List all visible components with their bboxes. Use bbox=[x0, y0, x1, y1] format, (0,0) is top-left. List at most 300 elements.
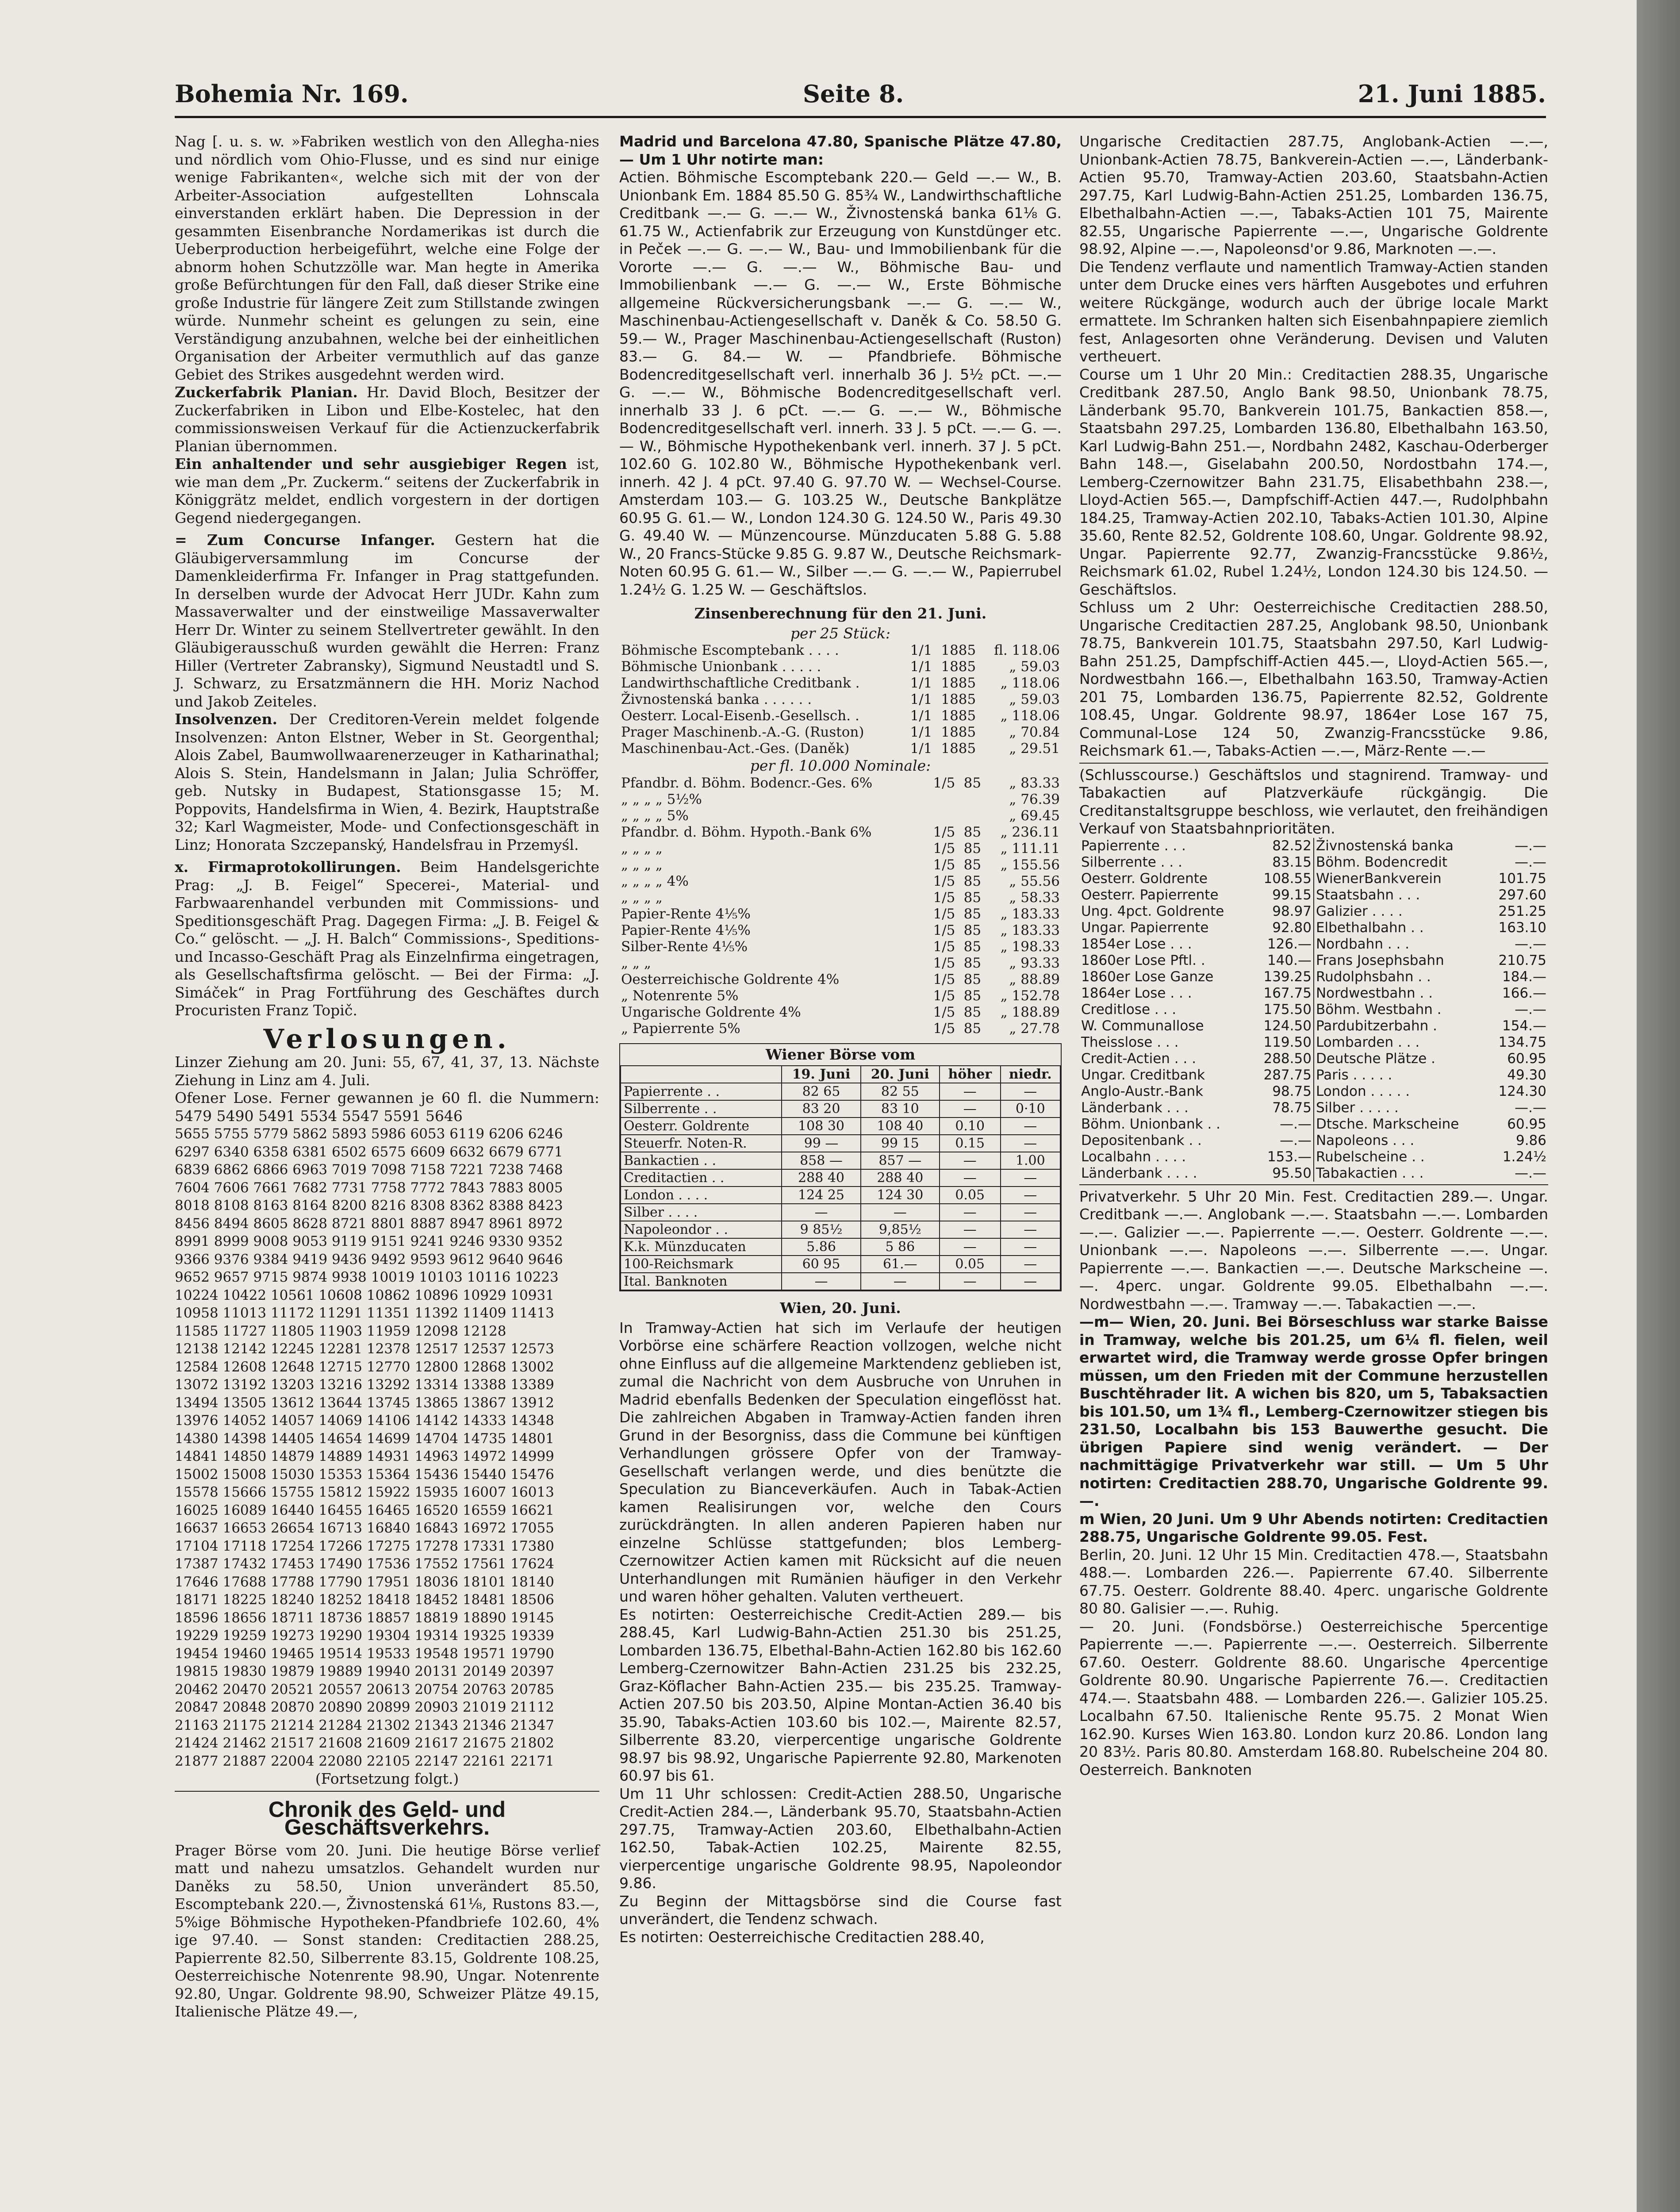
table-cell: 9,85½ bbox=[861, 1221, 940, 1238]
table-cell: 154.— bbox=[1502, 1018, 1546, 1034]
table-cell: —.— bbox=[1515, 936, 1546, 952]
table-cell: Tabakactien . . . bbox=[1314, 1165, 1487, 1182]
table-cell: 1/5 bbox=[933, 938, 955, 955]
table-cell: 1860er Lose Ganze bbox=[1081, 968, 1214, 985]
table-cell: Oesterr. Papierrente bbox=[1081, 887, 1219, 903]
lose-row: 17104 17118 17254 17266 17275 17278 17331 17380 bbox=[175, 1538, 554, 1554]
section-divider bbox=[1079, 1184, 1548, 1185]
table-cell: 85 bbox=[963, 922, 982, 938]
header-center: Seite 8. bbox=[803, 80, 904, 108]
table-cell: 1/1 bbox=[910, 741, 932, 757]
zinsen-row bbox=[619, 906, 1062, 922]
table-cell: 1/5 bbox=[933, 889, 955, 906]
table-cell: 100-Reichsmark bbox=[621, 1256, 782, 1273]
table-cell: Silber . . . . bbox=[621, 1204, 782, 1221]
table-cell: 82 65 bbox=[782, 1083, 860, 1100]
lose-row: 10224 10422 10561 10608 10862 10896 10929 10931 bbox=[175, 1287, 554, 1303]
table-cell: 167.75 bbox=[1263, 985, 1312, 1001]
price-row bbox=[1079, 1051, 1548, 1067]
regen-head: Ein anhaltender und sehr ausgiebiger Regen bbox=[175, 455, 567, 472]
table-cell: Ungar. Papierrente bbox=[1081, 919, 1209, 936]
table-cell: „ 76.39 bbox=[1009, 791, 1060, 807]
zinsen-title: Zinsenberechnung für den 21. Juni. bbox=[694, 605, 987, 622]
table-cell: W. Communallose bbox=[1081, 1018, 1204, 1034]
price-row bbox=[1079, 1034, 1548, 1051]
zinsen-row bbox=[619, 724, 1062, 741]
price-row bbox=[1079, 936, 1548, 952]
table-cell: „ „ „ bbox=[621, 955, 651, 971]
linzer-ziehung: Linzer Ziehung am 20. Juni: 55, 67, 41, 37, 13. Nächste Ziehung in Linz am 4. Juli. bbox=[175, 1053, 599, 1089]
table-cell: 78.75 bbox=[1272, 1099, 1312, 1116]
boerse-row bbox=[621, 1221, 1060, 1238]
lose-row: 8991 8999 9008 9053 9119 9151 9241 9246 9330 9352 bbox=[175, 1233, 563, 1249]
table-cell: 134.75 bbox=[1498, 1034, 1546, 1050]
boerse-row bbox=[621, 1135, 1060, 1152]
table-cell: „ 183.33 bbox=[1000, 922, 1060, 938]
lose-row: 19229 19259 19273 19290 19304 19314 19325 19339 bbox=[175, 1628, 554, 1644]
price-row bbox=[1079, 1100, 1548, 1116]
table-cell: 297.60 bbox=[1498, 887, 1546, 903]
zinsen-row bbox=[619, 791, 1062, 808]
regen-text: ist, wie man dem „Pr. Zuckerm.“ seitens der Zuckerfabrik in Königgrätz meldet, endlich vorgestern in der dortigen Gegend niedergegangen. bbox=[175, 455, 599, 526]
table-cell: WienerBankverein bbox=[1314, 871, 1487, 887]
table-cell: 1/5 bbox=[933, 922, 955, 938]
header-left: Bohemia Nr. 169. bbox=[175, 80, 409, 108]
lose-row: 14841 14850 14879 14889 14931 14963 14972 14999 bbox=[175, 1448, 554, 1464]
table-cell: „ 93.33 bbox=[1009, 955, 1060, 971]
table-cell: 0.05 bbox=[940, 1187, 1001, 1204]
concurs-head: = Zum Concurse Infanger. bbox=[175, 531, 435, 549]
zinsen-row bbox=[619, 824, 1062, 841]
table-cell: 0·10 bbox=[1001, 1100, 1060, 1118]
table-cell: —.— bbox=[1515, 854, 1546, 870]
wien-text-2: Es notirten: Oesterreichische Credit-Actien 289.— bis 288.45, Karl Ludwig-Bahn-Actien 251.30 bis 251.25, Lombarden 136.75, Elbethal-Bahn-Actien 162.80 bis 162.60 Lemberg-Czernowitzer Bahn-Actien 231.25 bis 232.25, Graz-Köflacher Bahn-Actien 235.— bis 235.25. Tramway-Actien 207.50 bis 203.50, Alpine Montan-Actien 36.40 bis 35.90, Tabaks-Actien 103.60 bis 102.—, Mairente 82.57, Silberrente 83.20, vierpercentige ungarische Goldrente 98.97 bis 98.92, Ungarische Papierrente 92.80, Markenoten 60.97 bis 61. bbox=[619, 1605, 1062, 1784]
table-cell: 175.50 bbox=[1263, 1001, 1312, 1018]
wien-text-3: Um 11 Uhr schlossen: Credit-Actien 288.50, Ungarische Credit-Actien 284.—, Länderbank 95.70, Staatsbahn-Actien 297.75, Tramway-Actien 203.60, Elbethalbahn-Actien 162.50, Tabak-Actien 102.25, Mairente 82.55, vierpercentige ungarische Goldrente 98.95, Napoleondor 9.86. bbox=[619, 1785, 1062, 1892]
table-cell: 858 — bbox=[782, 1152, 860, 1169]
price-row bbox=[1079, 952, 1548, 969]
price-row bbox=[1079, 1149, 1548, 1165]
table-cell: „ 198.33 bbox=[1000, 938, 1060, 955]
price-row bbox=[1079, 1165, 1548, 1182]
zinsen-row bbox=[619, 808, 1062, 824]
lose-row: 5655 5755 5779 5862 5893 5986 6053 6119 6206 6246 bbox=[175, 1126, 563, 1142]
table-cell: „ „ „ „ bbox=[621, 889, 663, 906]
table-cell: 9 85½ bbox=[782, 1221, 860, 1238]
table-cell: Staatsbahn . . . bbox=[1314, 887, 1487, 903]
header-right: 21. Juni 1885. bbox=[1358, 80, 1546, 108]
table-cell: 139.25 bbox=[1263, 968, 1312, 985]
strike-article: Nag [. u. s. w. »Fabriken westlich von den Allegha-nies und nördlich vom Ohio-Flusse, und es sind nur einige wenige Fabrikanten«, welche sich mit der von der Arbeiter-Association aufgestellten Lohnscala einverstanden erklärt haben. Die Depression in der gesammten Eisenbranche Nordamerikas ist durch die Ueberproduction herbeigeführt, welche eine Folge der abnorm hohen Schutzzölle war. Man hegte in Amerika große Befürchtungen für den Fall, daß dieser Strike eine große Industrie für längere Zeit zum Stillstande zwingen würde. Nunmehr scheint es gelungen zu sein, eine Verständigung anzubahnen, welche bei der einheitlichen Organisation der Arbeiter vermuthlich auf das ganze Gebiet des Strikes ausgedehnt werden wird. bbox=[175, 133, 599, 383]
table-cell bbox=[928, 808, 959, 824]
lose-row: 9366 9376 9384 9419 9436 9492 9593 9612 9640 9646 bbox=[175, 1251, 563, 1267]
price-row bbox=[1079, 1083, 1548, 1100]
table-cell: Silberrente . . . bbox=[1081, 854, 1182, 870]
zinsen-sub: per 25 Stück: bbox=[790, 624, 891, 642]
table-cell: Creditactien . . bbox=[621, 1169, 782, 1187]
zinsen-table bbox=[619, 642, 1062, 757]
lose-row: 12584 12608 12648 12715 12770 12800 12868 13002 bbox=[175, 1359, 554, 1375]
lose-row: 14380 14398 14405 14654 14699 14704 14735 14801 bbox=[175, 1430, 554, 1447]
table-cell: 108 30 bbox=[782, 1118, 860, 1135]
table-cell: —.— bbox=[1280, 1132, 1312, 1148]
table-cell: 124.50 bbox=[1263, 1018, 1312, 1034]
page-header bbox=[175, 80, 1546, 111]
table-cell: 1/5 bbox=[933, 906, 955, 922]
table-cell: Paris . . . . . bbox=[1314, 1067, 1487, 1083]
table-cell: 1/5 bbox=[933, 955, 955, 971]
table-cell: 1864er Lose . . . bbox=[1081, 985, 1192, 1001]
ofener-lose: Ofener Lose. Ferner gewannen je 60 fl. die Nummern: 5479 5490 5491 5534 5547 5591 5646 bbox=[175, 1089, 599, 1125]
table-cell: — bbox=[782, 1204, 860, 1221]
table-cell: — bbox=[940, 1273, 1001, 1290]
table-cell: „ 88.89 bbox=[1009, 971, 1060, 987]
table-cell: „ 118.06 bbox=[1000, 675, 1060, 691]
table-cell: 85 bbox=[963, 824, 982, 840]
table-cell: 108 40 bbox=[861, 1118, 940, 1135]
zinsen-row bbox=[619, 775, 1062, 791]
table-cell: 98.75 bbox=[1272, 1083, 1312, 1099]
table-cell: 99.15 bbox=[1272, 887, 1312, 903]
price-row bbox=[1079, 854, 1548, 871]
table-cell: 210.75 bbox=[1498, 952, 1546, 968]
wien-text-4: Zu Beginn der Mittagsbörse sind die Course fast unverändert, die Tendenz schwach. bbox=[619, 1892, 1062, 1928]
price-row bbox=[1079, 1116, 1548, 1133]
table-cell: 288 40 bbox=[861, 1169, 940, 1187]
table-cell: —.— bbox=[1515, 1001, 1546, 1018]
table-cell: 288 40 bbox=[782, 1169, 860, 1187]
table-cell: Pardubitzerbahn . bbox=[1314, 1018, 1487, 1034]
table-cell: 85 bbox=[963, 873, 982, 889]
table-cell: 83.15 bbox=[1272, 854, 1312, 870]
table-cell: 92.80 bbox=[1272, 919, 1312, 936]
table-cell: Böhm. Westbahn . bbox=[1314, 1002, 1487, 1018]
table-cell: 1/5 bbox=[933, 824, 955, 840]
table-cell: K.k. Münzducaten bbox=[621, 1238, 782, 1256]
table-cell: Anglo-Austr.-Bank bbox=[1081, 1083, 1204, 1099]
header-rule bbox=[175, 116, 1546, 118]
table-cell: 1/1 bbox=[910, 642, 932, 658]
table-cell: — bbox=[1001, 1238, 1060, 1256]
chronik-text: Prager Börse vom 20. Juni. Die heutige Börse verlief matt und nahezu umsatzlos. Gehandelt wurden nur Daněks zu 58.50, Union unverändert 85.50, Escomptebank 220.—, Živnostenská 61⅛, Rustons 83.—, 5%ige Böhmische Hypotheken-Pfandbriefe 102.60, 4% ige 97.40. — Sonst standen: Creditactien 288.25, Papierrente 82.50, Silberrente 83.15, Goldrente 108.25, Oesterreichische Notenrente 98.90, Ungar. Notenrente 92.80, Ungar. Goldrente 98.90, Schweizer Plätze 49.15, Italienische Plätze 49.—, bbox=[175, 1841, 599, 2020]
table-cell: 119.50 bbox=[1263, 1034, 1312, 1050]
table-cell: Steuerfr. Noten-R. bbox=[621, 1135, 782, 1152]
table-cell: — bbox=[1001, 1256, 1060, 1273]
table-cell: 95.50 bbox=[1272, 1165, 1312, 1181]
table-cell: Depositenbank . . bbox=[1081, 1132, 1202, 1148]
table-cell: — bbox=[861, 1204, 940, 1221]
lose-row: 9652 9657 9715 9874 9938 10019 10103 10116 10223 bbox=[175, 1269, 559, 1285]
boerse-row bbox=[621, 1118, 1060, 1135]
table-cell: Maschinenbau-Act.-Ges. (Daněk) bbox=[621, 741, 850, 757]
price-row bbox=[1079, 969, 1548, 985]
column-3 bbox=[1079, 133, 1548, 1779]
table-cell: Böhmische Unionbank . . . . . bbox=[621, 659, 821, 675]
table-cell: 5 86 bbox=[861, 1238, 940, 1256]
table-cell: „ 59.03 bbox=[1009, 659, 1060, 675]
table-cell: 101.75 bbox=[1498, 870, 1546, 887]
table-cell: Papierrente . . . bbox=[1081, 837, 1186, 854]
zinsen-row bbox=[619, 659, 1062, 675]
table-cell: 85 bbox=[963, 1004, 982, 1020]
table-cell: London . . . . . bbox=[1314, 1083, 1487, 1100]
table-cell: Landwirthschaftliche Creditbank . bbox=[621, 675, 860, 691]
table-cell: 1/5 bbox=[933, 856, 955, 873]
boerse-row bbox=[621, 1256, 1060, 1273]
table-cell: „ „ „ „ bbox=[621, 840, 663, 856]
zinsen-row bbox=[619, 939, 1062, 955]
table-cell: „ 111.11 bbox=[1000, 840, 1060, 856]
lose-row: 8456 8494 8605 8628 8721 8801 8887 8947 8961 8972 bbox=[175, 1215, 563, 1232]
table-cell: — bbox=[861, 1273, 940, 1290]
table-cell: Papier-Rente 4⅕% bbox=[621, 922, 751, 938]
table-cell: Oesterr. Goldrente bbox=[621, 1118, 782, 1135]
col3-wien-bericht: —m— Wien, 20. Juni. Bei Börseschluss war starke Baisse in Tramway, welche bis 201.25, um 6¼ fl. fielen, weil erwartet wird, die Tramway werde grosse Opfer bringen müssen, um den Frieden mit der Commune herzustellen Buschtěhrader lit. A wichen bis 820, um 5, Tabaksactien bis 101.50, um 1¾ fl., Lemberg-Czernowitzer stiegen bis 231.50, Localbahn bis 153 Bauwerthe gesucht. Die übrigen Papiere sind wenig verändert. — Der nachmittägige Privatverkehr war still. — Um 5 Uhr notirten: Creditactien 288.70, Ungarische Goldrente 99.—. bbox=[1079, 1313, 1548, 1509]
table-cell: 85 bbox=[963, 906, 982, 922]
boerse-row bbox=[621, 1169, 1060, 1187]
table-cell: 1885 bbox=[941, 708, 976, 724]
table-cell: „ Papierrente 5% bbox=[621, 1020, 740, 1037]
table-cell bbox=[928, 791, 959, 808]
lose-row: 8018 8108 8163 8164 8200 8216 8308 8362 8388 8423 bbox=[175, 1198, 563, 1214]
table-cell: 60.95 bbox=[1507, 1050, 1546, 1067]
col3-berlin: Berlin, 20. Juni. 12 Uhr 15 Min. Creditactien 478.—, Staatsbahn 488.—. Lombarden 226.—. Papierrente 67.40. Silberrente 67.75. Oesterr. Goldrente 88.40. 4perc. ungarische Goldrente 80 80. Galisier —.—. Ruhig. bbox=[1079, 1546, 1548, 1617]
table-cell: 124 30 bbox=[861, 1187, 940, 1204]
table-cell: — bbox=[1001, 1118, 1060, 1135]
col3-course: Course um 1 Uhr 20 Min.: Creditactien 288.35, Ungarische Creditbank 287.50, Anglo Bank 98.50, Unionbank 78.75, Länderbank 95.70, Bankverein 101.75, Bankactien 858.—, Staatsbahn 297.25, Lombarden 136.80, Elbethalbahn 163.50, Karl Ludwig-Bahn 251.—, Nordbahn 2482, Kaschau-Oderberger Bahn 148.—, Giselabahn 200.50, Nordostbahn 174.—, Lemberg-Czernowitzer Bahn 231.75, Elisabethbahn 238.—, Lloyd-Actien 565.—, Dampfschiff-Actien 447.—, Rudolphbahn 184.25, Tramway-Actien 202.10, Tabaks-Actien 101.30, Alpine 35.60, Rente 82.52, Goldrente 108.60, Ungar. Goldrente 98.92, Ungar. Papierrente 92.77, Zwanzig-Francsstücke 9.86½, Reichsmark 61.02, Rubel 1.24½, London 124.30 bis 124.50. — Geschäftslos. bbox=[1079, 365, 1548, 598]
lose-row: 20462 20470 20521 20557 20613 20754 20763 20785 bbox=[175, 1681, 554, 1697]
lose-row: 16637 16653 26654 16713 16840 16843 16972 17055 bbox=[175, 1520, 554, 1536]
wiener-boerse-box bbox=[619, 1043, 1062, 1292]
col3-fondsboerse: — 20. Juni. (Fondsbörse.) Oesterreichische 5percentige Papierrente —.—. Papierrente —.—. Oesterreich. Silberrente 67.60. Oesterr. Goldrente 88.60. Ungarische 4percentige Goldrente 80.90. Ungarische Papierrente 76.—. Creditactien 474.—. Staatsbahn 488. — Lombarden 226.—. Galizier 105.25. Localbahn 67.50. Italienische Rente 95.75. 2 Monat Wien 162.90. Kurses Wien 163.80. London kurz 20.86. London lang 20 83½. Paris 80.80. Amsterdam 168.80. Rubelscheine 204 80. Oesterreich. Banknoten bbox=[1079, 1617, 1548, 1778]
table-cell: Länderbank . . . . bbox=[1081, 1165, 1197, 1181]
boerse-row bbox=[621, 1083, 1060, 1100]
table-cell: Silberrente . . bbox=[621, 1100, 782, 1118]
table-cell: Silber-Rente 4⅕% bbox=[621, 938, 748, 955]
col3-schluss: Schluss um 2 Uhr: Oesterreichische Creditactien 288.50, Ungarische Creditactien 287.25, Anglobank 98.50, Unionbank 78.75, Bankverein 101.75, Staatsbahn 297.50, Karl Ludwig-Bahn 251.25, Dampfschiff-Actien 445.—, Lloyd-Actien 565.—, Nordwestbahn 166.—, Elbethalbahn 163.50, Tramway-Actien 201 75, Lombarden 136.75, Papierrente 82.52, Goldrente 108.45, Ungar. Goldrente 98.97, 1864er Lose 167 75, Communal-Lose 124 50, Zwanzig-Francsstücke 9.86, Reichsmark 61.—, Tabaks-Actien —.—, März-Rente —.— bbox=[1079, 599, 1548, 759]
table-cell: Ungar. Creditbank bbox=[1081, 1067, 1205, 1083]
lose-row: 18171 18225 18240 18252 18418 18452 18481 18506 bbox=[175, 1592, 554, 1608]
table-cell: Oesterreichische Goldrente 4% bbox=[621, 971, 840, 987]
verlosungen-title: Verlosungen. bbox=[263, 1023, 511, 1055]
table-cell: 85 bbox=[963, 938, 982, 955]
table-cell: 49.30 bbox=[1507, 1067, 1546, 1083]
table-cell: 1/5 bbox=[933, 1004, 955, 1020]
table-cell: Galizier . . . . bbox=[1314, 903, 1487, 920]
table-header-cell: 19. Juni bbox=[782, 1066, 860, 1083]
lose-row: 15002 15008 15030 15353 15364 15436 15440 15476 bbox=[175, 1466, 554, 1482]
table-cell: 99 15 bbox=[861, 1135, 940, 1152]
table-cell: Pfandbr. d. Böhm. Hypoth.-Bank 6% bbox=[621, 824, 872, 840]
table-cell: 1/1 bbox=[910, 675, 932, 691]
table-cell: 1/5 bbox=[933, 987, 955, 1004]
table-cell: — bbox=[940, 1169, 1001, 1187]
col3-schlusscourse: (Schlusscourse.) Geschäftslos und stagnirend. Tramway- und Tabakactien auf Platzverkäufe rückgängig. Die Creditanstaltsgruppe beschloss, wie verlautet, den freihändigen Verkauf von Staatsbahnprioritäten. bbox=[1079, 766, 1548, 837]
table-cell: 1/1 bbox=[910, 691, 932, 707]
table-cell: Silber . . . . . bbox=[1314, 1100, 1487, 1116]
lose-row: 19454 19460 19465 19514 19533 19548 19571 19790 bbox=[175, 1645, 554, 1662]
table-cell: Nordwestbahn . . bbox=[1314, 985, 1487, 1002]
table-cell: 1.24½ bbox=[1502, 1148, 1546, 1165]
madrid-line: Madrid und Barcelona 47.80, Spanische Plätze 47.80, — Um 1 Uhr notirte man: bbox=[619, 133, 1062, 168]
zinsen-row bbox=[619, 1021, 1062, 1037]
planian-head: Zuckerfabrik Planian. bbox=[175, 384, 358, 401]
schlusscourse-table bbox=[1079, 838, 1548, 1182]
table-cell: —.— bbox=[1515, 837, 1546, 854]
lose-row: 17646 17688 17788 17790 17951 18036 18101 18140 bbox=[175, 1574, 554, 1590]
table-cell: „ 118.06 bbox=[1000, 708, 1060, 724]
table-cell: 1885 bbox=[941, 675, 976, 691]
table-cell: — bbox=[940, 1221, 1001, 1238]
price-row bbox=[1079, 920, 1548, 936]
table-cell: 85 bbox=[963, 971, 982, 987]
lose-row: 20847 20848 20870 20890 20899 20903 21019 21112 bbox=[175, 1699, 554, 1715]
lose-row: 10958 11013 11172 11291 11351 11392 11409 11413 bbox=[175, 1305, 554, 1321]
table-cell: 287.75 bbox=[1263, 1067, 1312, 1083]
zinsen-row bbox=[619, 873, 1062, 890]
table-cell: Rudolphsbahn . . bbox=[1314, 969, 1487, 985]
table-cell: 1885 bbox=[941, 659, 976, 675]
table-cell: „ 70.84 bbox=[1009, 724, 1060, 740]
boerse-row bbox=[621, 1100, 1060, 1118]
table-cell: Localbahn . . . . bbox=[1081, 1148, 1186, 1165]
lose-row: 6297 6340 6358 6381 6502 6575 6609 6632 6679 6771 bbox=[175, 1144, 563, 1160]
table-cell: Živnostenská banka bbox=[1314, 838, 1487, 854]
planian-text: Hr. David Bloch, Besitzer der Zuckerfabriken in Libon und Elbe-Kostelec, hat den commissionsweisen Verkauf für die Actienzuckerfabrik Planian übernommen. bbox=[175, 384, 599, 455]
table-cell: 1/5 bbox=[933, 1020, 955, 1037]
table-cell: — bbox=[1001, 1187, 1060, 1204]
table-cell: 85 bbox=[963, 987, 982, 1004]
column-2 bbox=[619, 133, 1062, 1946]
table-cell: Böhmische Escomptebank . . . . bbox=[621, 642, 839, 658]
zinsen-sub2: per fl. 10.000 Nominale: bbox=[750, 757, 931, 774]
col3-wien-abend: m Wien, 20 Juni. Um 9 Uhr Abends notirten: Creditactien 288.75, Ungarische Goldrente 99.05. Fest. bbox=[1079, 1510, 1548, 1545]
zinsen-row bbox=[619, 675, 1062, 691]
table-cell: 85 bbox=[963, 955, 982, 971]
table-cell: „ „ „ „ 5% bbox=[621, 807, 689, 824]
table-cell: — bbox=[940, 1152, 1001, 1169]
table-cell: Elbethalbahn . . bbox=[1314, 920, 1487, 936]
table-cell: 83 10 bbox=[861, 1100, 940, 1118]
lose-row: 11585 11727 11805 11903 11959 12098 12128 bbox=[175, 1323, 506, 1339]
table-cell: — bbox=[1001, 1221, 1060, 1238]
table-cell: — bbox=[782, 1273, 860, 1290]
zinsen-row bbox=[619, 972, 1062, 988]
table-cell: „ 58.33 bbox=[1009, 889, 1060, 906]
table-cell: 251.25 bbox=[1498, 903, 1546, 919]
table-header-cell: höher bbox=[940, 1066, 1001, 1083]
table-cell: 60.95 bbox=[1507, 1116, 1546, 1132]
table-cell: „ 183.33 bbox=[1000, 906, 1060, 922]
table-cell: Papier-Rente 4⅕% bbox=[621, 906, 751, 922]
table-cell: Oesterr. Goldrente bbox=[1081, 870, 1208, 887]
table-cell: 9.86 bbox=[1515, 1132, 1546, 1148]
table-cell: Credit-Actien . . . bbox=[1081, 1050, 1197, 1067]
table-cell: „ 83.33 bbox=[1009, 775, 1060, 791]
table-cell: Theisslose . . . bbox=[1081, 1034, 1179, 1050]
zinsen-row bbox=[619, 708, 1062, 724]
table-cell: 140.— bbox=[1267, 952, 1312, 968]
table-cell: — bbox=[940, 1100, 1001, 1118]
table-cell: 5.86 bbox=[782, 1238, 860, 1256]
table-cell: „ „ „ „ 5½% bbox=[621, 791, 702, 807]
wiener-boerse-table bbox=[620, 1065, 1061, 1290]
firma-text: Beim Handelsgerichte Prag: „J. B. Feigel“ Specerei-, Material- und Farbwaarenhandel verbunden mit Commissions- und Speditionsgeschäft Prag. Dagegen Firma: „J. B. Feigel & Co.“ gelöscht. — „J. H. Balch“ Commissions-, Speditions- und Incasso-Geschäft Prag als Einzelnfirma eingetragen, als Gesellschaftsfirma gelöscht. — Bei der Firma: „J. Simáček“ in Prag Fortführung des Geschäftes durch Procuristen Franz Topič. bbox=[175, 858, 599, 1019]
table-cell bbox=[960, 791, 986, 808]
table-cell: „ 59.03 bbox=[1009, 691, 1060, 707]
table-cell: 108.55 bbox=[1263, 870, 1312, 887]
wien-title: Wien, 20. Juni. bbox=[780, 1299, 901, 1317]
price-row bbox=[1079, 887, 1548, 903]
table-cell: —.— bbox=[1515, 1165, 1546, 1181]
boerse-row bbox=[621, 1204, 1060, 1221]
lose-row: 12138 12142 12245 12281 12378 12517 12537 12573 bbox=[175, 1341, 554, 1357]
table-cell: „ 188.89 bbox=[1000, 1004, 1060, 1020]
lose-numbers bbox=[175, 1125, 599, 1770]
table-cell: 1/5 bbox=[933, 840, 955, 856]
insolvenzen-text: Der Creditoren-Verein meldet folgende Insolvenzen: Anton Elstner, Weber in St. Georgenthal; Alois Zabel, Baumwollwaarenerzeuger in Katharinathal; Alois S. Stein, Handelsmann in Jalan; Julia Schröffer, geb. Nutsky in Budapest, Stationsgasse 15; M. Poppovits, Handelsfirma in Wien, 4. Bezirk, Hauptstraße 32; Karl Wagmeister, Mode- und Confectionsgeschäft in Linz; Honorata Szczepanský, Handelsfrau in Przemyśl. bbox=[175, 710, 599, 853]
table-cell: Böhm. Unionbank . . bbox=[1081, 1116, 1221, 1132]
table-cell: 60 95 bbox=[782, 1256, 860, 1273]
wien-text: In Tramway-Actien hat sich im Verlaufe der heutigen Vorbörse eine schärfere Reaction vollzogen, welche nicht ohne Einfluss auf die allgemeine Marktendenz geblieben ist, zumal die Nachricht von dem Ausbruche von Unruhen in Madrid ebenfalls Bedenken der Speculation eingeflösst hat. Die zahlreichen Abgaben in Tramway-Actien fanden ihren Grund in der Besorgniss, dass die Commune bei künftigen Verhandlungen grössere Opfer von der Tramway-Gesellschaft verlangen werde, und dies benützte die Speculation zu Bianceverkäufen. Auch in Tabak-Actien kamen Realisirungen vor, welche den Cours zurückdrängten. In allen anderen Papieren haben nur einzelne Schlüsse stattgefunden; blos Lemberg-Czernowitzer Actien kamen mit Rücksicht auf die neuen Unterhandlungen mit Rumänien häufiger in den Verkehr und waren höher gehalten. Valuten vertheuert. bbox=[619, 1319, 1062, 1605]
table-cell: Böhm. Bodencredit bbox=[1314, 854, 1487, 871]
table-cell: Pfandbr. d. Böhm. Bodencr.-Ges. 6% bbox=[621, 775, 873, 791]
table-cell: 163.10 bbox=[1498, 919, 1546, 936]
table-cell: 1860er Lose Pftl. . bbox=[1081, 952, 1205, 968]
zinsen-table-2 bbox=[619, 775, 1062, 1037]
zinsen-row bbox=[619, 691, 1062, 708]
zinsen-row bbox=[619, 857, 1062, 873]
table-cell: Bankactien . . bbox=[621, 1152, 782, 1169]
lose-row: 15578 15666 15755 15812 15922 15935 16007 16013 bbox=[175, 1484, 554, 1500]
lose-row: 7604 7606 7661 7682 7731 7758 7772 7843 7883 8005 bbox=[175, 1179, 563, 1196]
table-cell: 1/1 bbox=[910, 708, 932, 724]
table-cell: 153.— bbox=[1267, 1148, 1312, 1165]
boerse-row bbox=[621, 1238, 1060, 1256]
table-cell: 124 25 bbox=[782, 1187, 860, 1204]
lose-row: 21877 21887 22004 22080 22105 22147 22161 22171 bbox=[175, 1753, 554, 1769]
wien-text-5: Es notirten: Oesterreichische Creditactien 288.40, bbox=[619, 1928, 985, 1946]
zinsen-row bbox=[619, 988, 1062, 1004]
table-cell: 99 — bbox=[782, 1135, 860, 1152]
lose-row: 16025 16089 16440 16455 16465 16520 16559 16621 bbox=[175, 1502, 554, 1518]
page-edge bbox=[1637, 0, 1680, 2212]
lose-row: 6839 6862 6866 6963 7019 7098 7158 7221 7238 7468 bbox=[175, 1162, 563, 1178]
table-cell: Oesterr. Local-Eisenb.-Gesellsch. . bbox=[621, 708, 859, 724]
table-cell: 1.00 bbox=[1001, 1152, 1060, 1169]
boerse-row bbox=[621, 1152, 1060, 1169]
lose-row: 21424 21462 21517 21608 21609 21617 21675 21802 bbox=[175, 1735, 554, 1751]
table-cell: „ 236.11 bbox=[1000, 824, 1060, 840]
table-cell: — bbox=[940, 1238, 1001, 1256]
table-cell: 126.— bbox=[1267, 936, 1312, 952]
insolvenzen-head: Insolvenzen. bbox=[175, 710, 277, 728]
table-cell: 85 bbox=[963, 889, 982, 906]
table-cell: „ „ „ „ bbox=[621, 856, 663, 873]
table-cell: Napoleons . . . bbox=[1314, 1133, 1487, 1149]
table-cell: 1885 bbox=[941, 741, 976, 757]
table-cell: — bbox=[1001, 1169, 1060, 1187]
table-cell: 1/1 bbox=[910, 659, 932, 675]
table-cell: 0.05 bbox=[940, 1256, 1001, 1273]
table-cell: 1/5 bbox=[933, 775, 955, 791]
table-cell: 0.10 bbox=[940, 1118, 1001, 1135]
section-divider bbox=[175, 1791, 599, 1792]
table-cell: 1885 bbox=[941, 642, 976, 658]
table-cell: 82 55 bbox=[861, 1083, 940, 1100]
table-cell: 1/5 bbox=[933, 873, 955, 889]
wiener-boerse-title: Wiener Börse vom bbox=[765, 1045, 916, 1063]
